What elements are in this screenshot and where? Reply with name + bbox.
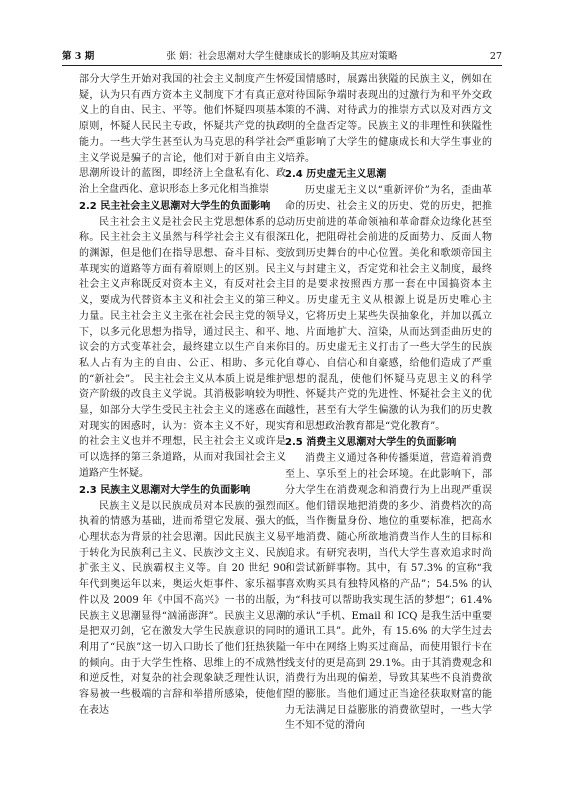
section-heading-2-2: 2.2 民主社会主义思潮对大学生的负面影响	[79, 200, 271, 212]
issue-number: 第 3 期	[62, 51, 95, 62]
left-column	[79, 72, 286, 718]
paragraph: 民主社会主义是社会民主党思想体系的总称。民主社会主义虽然与科学社会主义有很深的渊源，但是他们在指导思想、奋斗目标、变革现实的道路等方面有着原则上的区别。民主社会主义声称既反对资本主义，有反对社会主义，要成为代替资本主义和社会主义的第三种力量。民主社会主义主张在社会民主党的领导下，以多元化思想为指导，通过民主、和平、议会的方式变革社会，最终建立以生产自来你私人占有为主的自由、公正、相助、多元化的“新社会”。 民主社会主义从本质上说是维护资产阶级的改良主义学说。其消极影响较为明显，如部分大学生受民主社会主义的迷惑在面对现实的困惑时，认为：资本主义不好，现实的社会主义也并不理想，民主社会主义或许是可以选择的第三条道路，从而对我国社会主义道路产生怀疑。	[79, 216, 286, 479]
section-heading-2-4: 2.4 历史虚无主义思潮	[285, 169, 387, 181]
page-number: 27	[489, 51, 502, 62]
paragraph: 民族主义是以民族成员对本民族的强烈而执着的情感为基础，进而希望它发展、强大的心理状态为背景的社会思潮。因此民族主义易于转化为民族利己主义、民族沙文主义、民族扩张主义、民族霸权主义等。自 20 世纪 90 年代到奥运年以来，奥运火炬事件、家乐福事件以及 2009 年《中国不高兴》一书的出版，民族主义思潮显得“汹涌澎湃”。民族主义思潮是把双刃剑，它在激发大学生民族意识的同时利用了“民族”这一切入口助长了他们狂热狭隘的倾向。由于大学生性格、思维上的不成熟性和逆反性，对复杂的社会现象缺乏理性认识，容易被一些极端的言辞和举措所感染，使他们在表达	[79, 500, 286, 716]
paragraph: 消费主义通过各种传播渠道，营造着消费至上、享乐至上的社会环境。在此影响下，部分大学生在消费观念和消费行为上出现严重误区。他们错误地把消费的多少、消费档次的高低，当作衡量身份、地位的重要标准，把高水平地消费、随心所欲地消费当作人生的目标和追求。有研究表明，当代大学生喜欢追求时尚和尝试新鲜事物。其中，有 57.3% 的宣称“我喜欢购买具有独特风格的产品”；54.5% 的认为“科技可以帮助我实现生活的梦想”；61.4% 的承认“手机、Email 和 ICQ 是我生活中重要的通讯工具”。此外，有 15.6% 的大学生过去一年中在网络上购买过商品，而使用银行卡在线支付的更是高到 29.1%。由于其消费观念和消费行为出现的偏差，导致其某些不良消费欲望的膨胀。当他们通过正当途径获取财富的能力无法满足日益膨胀的消费欲望时，一些大学生不知不觉的滑向	[285, 453, 492, 732]
paragraph: 爱国情感时，展露出狭隘的民族主义，例如在对待国际争端时表现出的过激行为和平外交政策的不满、对待武力的推崇方式以及对西方文明的全盘否定等。民族主义的非理性和狭隘性严重影响了大学生的健康成长和大学生事业的培养。	[285, 74, 492, 164]
running-header	[62, 49, 502, 66]
paragraph: 历史虚无主义以“重新评价”为名，歪曲革命的历史、社会主义的历史、党的历史，把推动历史前进的革命领袖和革命群众边缘化甚至丑化，把阻碍社会前进的反面势力、反面人物放到历史舞台的中心位置。美化和歌颂帝国主义与封建主义，否定党和社会主义制度，最终目的是要求按照西方那一套在中国搞资本主义。历史虚无主义从根源上说是历史唯心主义，它将历史上某些失误抽象化，并加以孤立地、片面地扩大、渲染，从而达到歪曲历史的目的。历史虚无主义打击了一些大学生的民族自尊心、自信心和自豪感，给他们造成了严重思想的混乱，使他们怀疑马克思主义的科学性、怀疑共产党的先进性、怀疑社会主义的优越性，甚至有大学生偏激的认为我们的历史教育和思想政治教育都是“党化教育”。	[285, 185, 492, 432]
section-heading-2-3: 2.3 民族主义思潮对大学生的负面影响	[79, 484, 251, 496]
running-title: 张 娟：社会思潮对大学生健康成长的影响及其应对策略	[166, 51, 398, 62]
paragraph: 部分大学生开始对我国的社会主义制度产生怀疑，认为只有西方资本主义制度下才有真正意义上的自由、民主、平等。他们怀疑四项基本原则，怀疑人民民主专政，怀疑共产党的执政能力。一些大学生甚至认为马克思的科学社会主义学说是骗子的言论，他们对于新自由主义思潮所设计的蓝图，即经济上全盘私有化、政治上全盘西化、意识形态上多元化相当推崇	[79, 74, 286, 195]
right-column	[285, 72, 492, 734]
section-heading-2-5: 2.5 消费主义思潮对大学生的负面影响	[285, 437, 457, 449]
